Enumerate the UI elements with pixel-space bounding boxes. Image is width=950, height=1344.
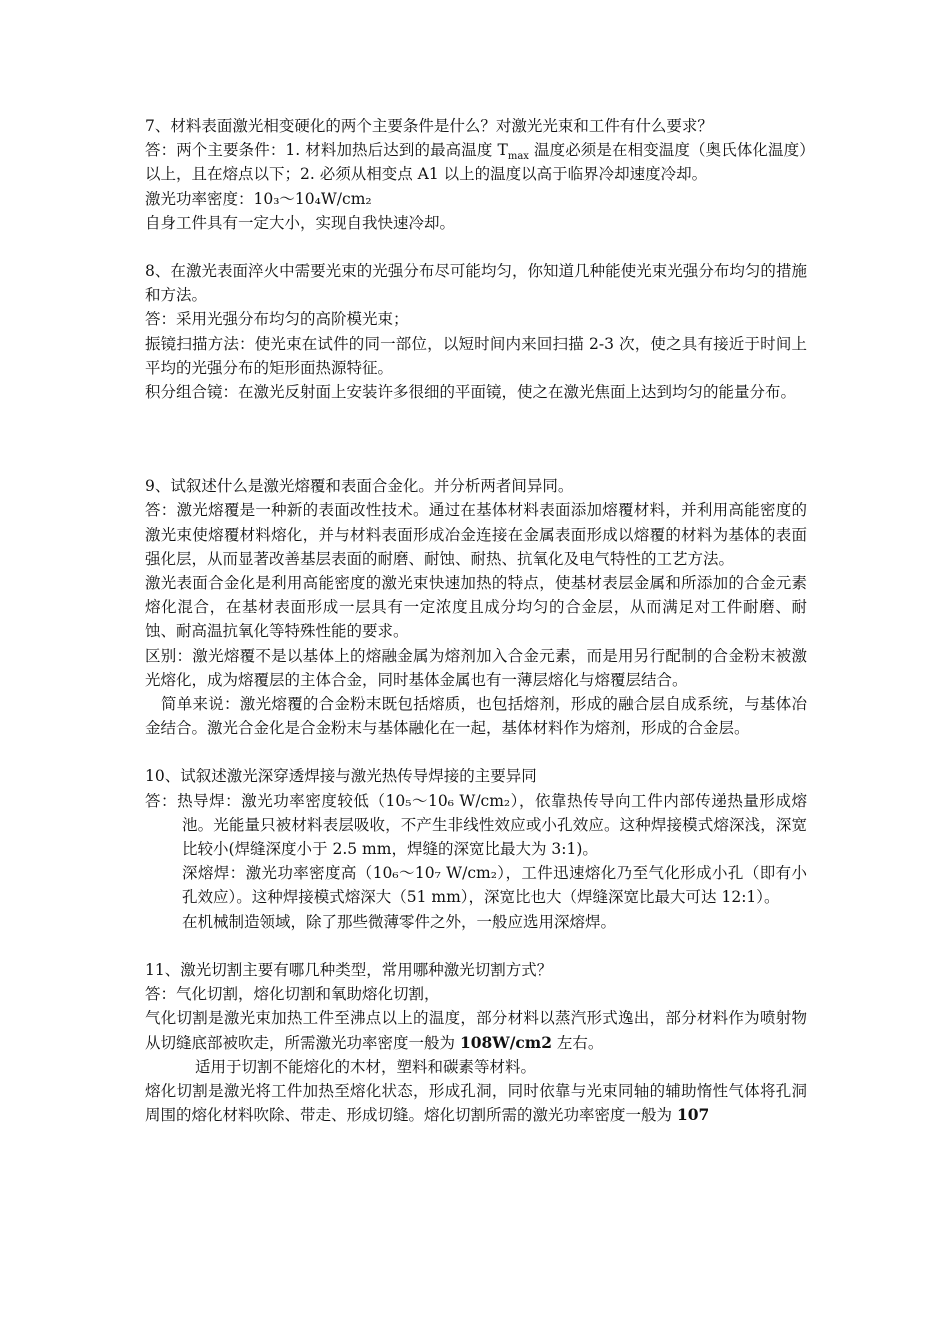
q8-answer-mirror: 积分组合镜：在激光反射面上安装许多很细的平面镜，使之在激光焦面上达到均匀的能量分布。 bbox=[145, 383, 797, 402]
q7-title: 7、材料表面激光相变硬化的两个主要条件是什么？对激光光束和工件有什么要求？ bbox=[145, 117, 713, 135]
spacer bbox=[145, 740, 807, 764]
q11-answer-types: 答：气化切割，熔化切割和氧助熔化切割， bbox=[145, 985, 440, 1004]
q9-title: 9、试叙述什么是激光熔覆和表面合金化。并分析两者间异同。 bbox=[145, 477, 574, 496]
q8-answer-scanning: 振镜扫描方法：使光束在试件的同一部位，以短时间内来回扫描 2-3 次，使之具有接近于时间上平均的光强分布的矩形面热源特征。 bbox=[145, 334, 807, 377]
q9-answer-cladding: 答：激光熔覆是一种新的表面改性技术。通过在基体材料表面添加熔覆材料，并利用高能密度的激光束使熔覆材料熔化，并与材料表面形成冶金连接在金属表面形成以熔覆的材料为基体的表面强化层，从而显著改善基层表面的耐磨、耐蚀、耐热、抗氧化及电气特性的工艺方法。 bbox=[145, 501, 807, 568]
spacer bbox=[145, 934, 807, 958]
q11-answer-vaporization: 气化切割是激光束加热工件至沸点以上的温度，部分材料以蒸汽形式逸出，部分材料作为喷射物从切缝底部被吹走，所需激光功率密度一般为 108W/cm2 左右。 bbox=[145, 1009, 807, 1052]
document-page bbox=[145, 114, 807, 1127]
q11-answer-melting: 熔化切割是激光将工件加热至熔化状态，形成孔洞，同时依靠与光束同轴的辅助惰性气体将孔洞周围的熔化材料吹除、带走、形成切缝。熔化切割所需的激光功率密度一般为 107 bbox=[145, 1081, 807, 1125]
spacer bbox=[145, 235, 807, 259]
spacer bbox=[145, 404, 807, 474]
q10-title: 10、试叙述激光深穿透焊接与激光热传导焊接的主要异同 bbox=[145, 767, 537, 786]
q8-title: 8、在激光表面淬火中需要光束的光强分布尽可能均匀，你知道几种能使光束光强分布均匀的措施和方法。 bbox=[145, 262, 807, 305]
q11-answer-applicability: 适用于切割不能熔化的木材，塑料和碳素等材料。 bbox=[195, 1057, 537, 1076]
q11-title: 11、激光切割主要有哪几种类型，常用哪种激光切割方式？ bbox=[145, 960, 553, 979]
q9-answer-alloying: 激光表面合金化是利用高能密度的激光束快速加热的特点，使基材表层金属和所添加的合金元素熔化混合，在基材表面形成一层具有一定浓度且成分均匀的合金层，从而满足对工件耐磨、耐蚀、耐高温抗氧化等特殊性能的要求。 bbox=[145, 574, 807, 641]
q9-answer-summary: 简单来说：激光熔覆的合金粉末既包括熔质，也包括熔剂，形成的融合层自成系统，与基体冶金结合。激光合金化是合金粉末与基体融化在一起，基体材料作为熔剂，形成的合金层。 bbox=[145, 695, 807, 738]
q8-answer-beam: 答：采用光强分布均匀的高阶模光束； bbox=[145, 310, 409, 329]
q10-answer-conduction: 答：热导焊：激光功率密度较低（10₅～10₆ W/cm₂），依靠热传导向工件内部传递热量形成熔池。光能量只被材料表层吸收，不产生非线性效应或小孔效应。这种焊接模式熔深浅，深宽比较小(焊缝深度小于 2.5 mm，焊缝的深宽比最大为 3:1)。 bbox=[145, 791, 807, 859]
q9-answer-difference: 区别：激光熔覆不是以基体上的熔融金属为熔剂加入合金元素，而是用另行配制的合金粉末被激光熔化，成为熔覆层的主体合金，同时基体金属也有一薄层熔化与熔覆层结合。 bbox=[145, 646, 807, 689]
q10-answer-recommendation: 在机械制造领域，除了那些微薄零件之外，一般应选用深熔焊。 bbox=[182, 912, 617, 931]
q7-answer-power-density: 激光功率密度：10₃～10₄W/cm₂ bbox=[145, 189, 372, 208]
q7-answer-workpiece: 自身工件具有一定大小，实现自我快速冷却。 bbox=[145, 213, 456, 232]
q10-answer-keyhole: 深熔焊：激光功率密度高（10₆～10₇ W/cm₂），工件迅速熔化乃至气化形成小孔（即有小孔效应）。这种焊接模式熔深大（51 mm），深宽比也大（焊缝深宽比最大可达 12:1）。 bbox=[182, 864, 807, 907]
q7-answer-conditions: 答：两个主要条件：1. 材料加热后达到的最高温度 $T_{max}$ 温度必须是在相变温度（奥氏体化温度）以上，且在熔点以下；2. 必须从相变点 A1 以上的温度以高于临界冷却速度冷却。 bbox=[145, 141, 807, 184]
